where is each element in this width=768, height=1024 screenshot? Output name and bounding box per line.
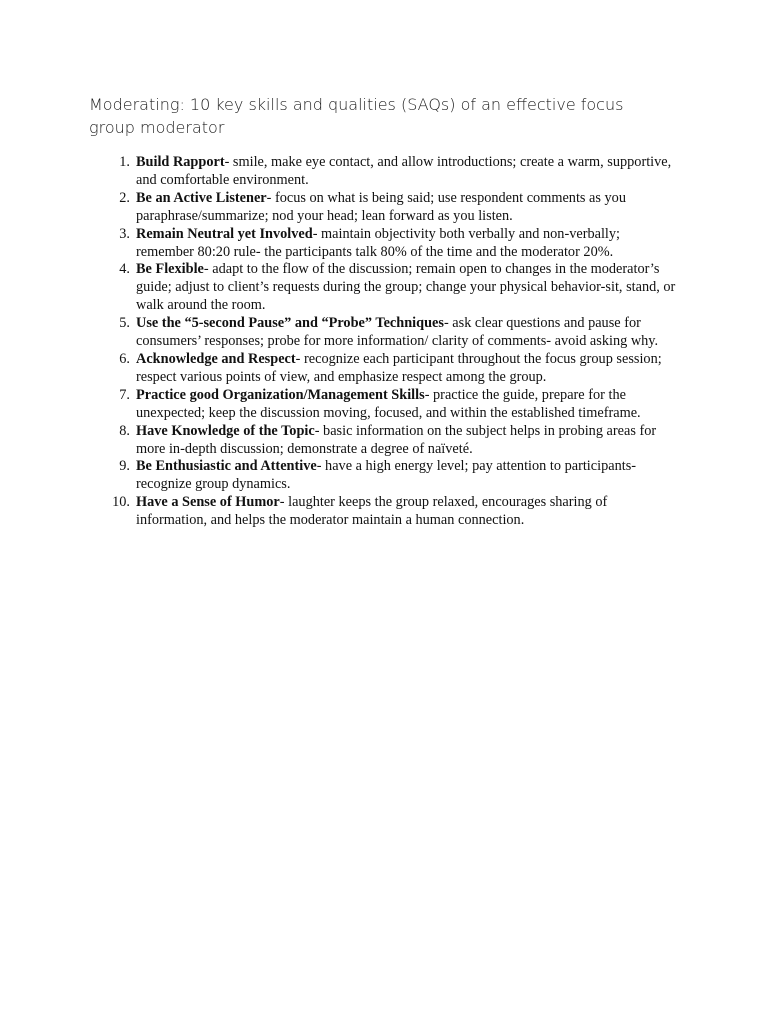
- list-item: [119, 422, 676, 459]
- item-number: 5 .: [100, 315, 130, 333]
- document-title: Moderating: 10 key skills and qualities (SAQs) of an effective focus group moderator: [89, 95, 624, 137]
- skill-description: - recognize each participant throughout the focus group session; respect various points of view, and emphasize respect among the group.: [136, 350, 662, 385]
- skill-description: - basic information on the subject helps in probing areas for more in-depth discussion; demonstrate a degree of naïveté.: [136, 422, 657, 457]
- list-item: [119, 154, 676, 190]
- skill-term: Be Enthusiastic and Attentive: [136, 458, 317, 475]
- skills-list: [112, 154, 676, 530]
- item-number: 6 .: [100, 351, 130, 369]
- item-number: 1 .: [100, 154, 130, 172]
- list-item: [119, 458, 676, 494]
- skill-description: - maintain objectivity both verbally and non-verbally; remember 80:20 rule- the participants talk 80% of the time and the moderator 20%.: [136, 225, 621, 260]
- item-number: 2 .: [100, 190, 130, 208]
- list-item: [119, 386, 676, 423]
- item-number: 4 .: [100, 261, 130, 279]
- skill-description: - focus on what is being said; use respondent comments as you paraphrase/summarize; nod your head; lean forward as you listen.: [136, 189, 626, 224]
- skill-term: Remain Neutral yet Involved: [136, 225, 313, 242]
- skill-description: - laughter keeps the group relaxed, encourages sharing of information, and helps the moderator maintain a human connection.: [136, 494, 608, 529]
- skill-description: - ask clear questions and pause for consumers’ responses; probe for more information/ clarity of comments- avoid asking why.: [136, 315, 659, 350]
- skill-term: Acknowledge and Respect: [136, 350, 296, 367]
- skill-term: Be Flexible: [136, 261, 204, 278]
- item-number: 10 .: [100, 494, 130, 512]
- item-number: 7 .: [100, 387, 130, 405]
- skill-term: Build Rapport: [136, 154, 225, 170]
- item-number: 8 .: [100, 423, 130, 441]
- skill-description: - smile, make eye contact, and allow introductions; create a warm, supportive, and comfortable environment.: [136, 154, 672, 188]
- list-item: [119, 315, 676, 351]
- list-item: [119, 261, 676, 315]
- list-item: [112, 494, 676, 530]
- list-item: [119, 225, 676, 262]
- list-item: [119, 350, 676, 387]
- item-number: 9 .: [100, 458, 130, 476]
- skill-description: - practice the guide, prepare for the unexpected; keep the discussion moving, focused, and within the established timeframe.: [136, 386, 641, 421]
- skill-term: Have a Sense of Humor: [136, 494, 280, 511]
- item-number: 3 .: [100, 226, 130, 244]
- skill-term: Use the “5-second Pause” and “Probe” Techniques: [136, 315, 444, 332]
- skill-description: - adapt to the flow of the discussion; remain open to changes in the moderator’s guide; adjust to client’s requests during the group; change your physical behavior-sit, stand, or walk around the room.: [136, 261, 676, 314]
- list-item: [119, 189, 676, 226]
- skill-term: Have Knowledge of the Topic: [136, 422, 315, 439]
- skill-description: - have a high energy level; pay attention to participants- recognize group dynamics.: [136, 458, 637, 493]
- skill-term: Be an Active Listener: [136, 189, 267, 206]
- skill-term: Practice good Organization/Management Skills: [136, 386, 425, 403]
